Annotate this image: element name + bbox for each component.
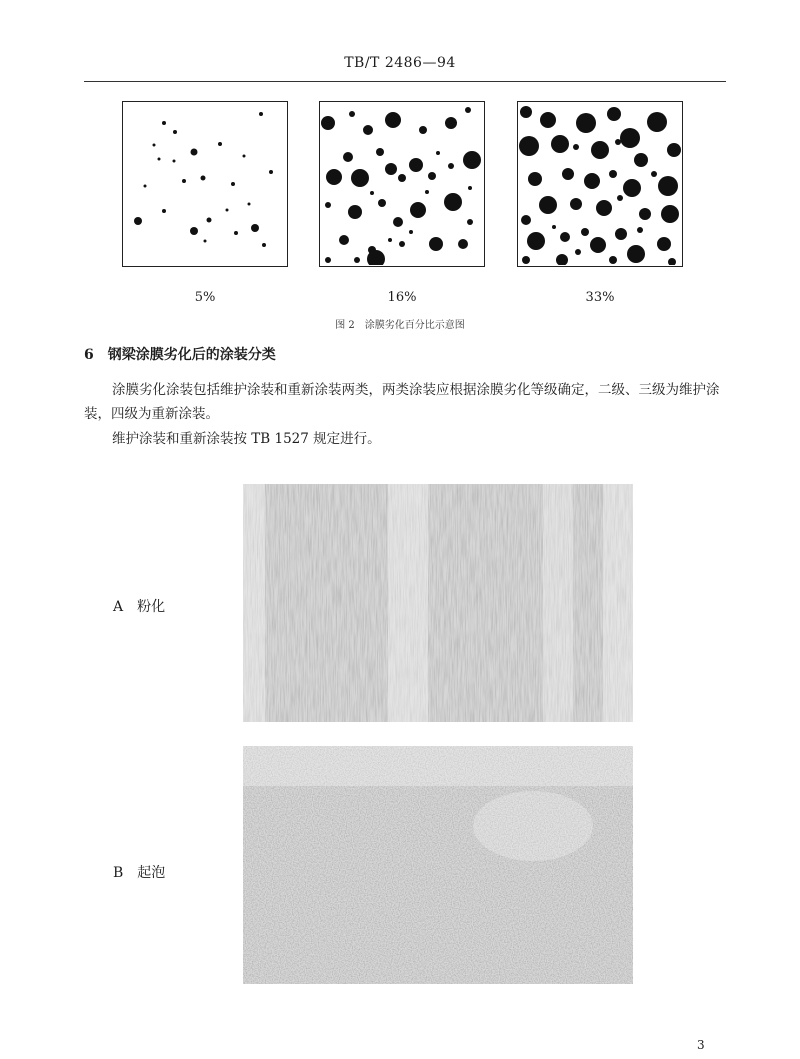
sample-letter-b: B — [113, 865, 124, 881]
figure-caption: 图 2 涂膜劣化百分比示意图 — [335, 320, 465, 331]
section-title: 钢梁涂膜劣化后的涂装分类 — [107, 347, 276, 363]
sample-name-blistering: 起泡 — [137, 865, 166, 881]
header-rule — [84, 81, 726, 82]
panel-label-33-percent: 33% — [585, 290, 615, 305]
sample-photo-blistering — [243, 746, 633, 984]
panel-label-5-percent: 5% — [194, 290, 216, 305]
figure-panel-33-percent — [517, 101, 683, 267]
sample-name-chalking: 粉化 — [137, 599, 166, 615]
sample-label-a — [113, 596, 165, 616]
paragraph-standard-reference: 维护涂装和重新涂装按 TB 1527 规定进行。 — [112, 431, 381, 447]
figure-panel-16-percent — [319, 101, 485, 267]
paragraph-coating-classification: 涂膜劣化涂装包括维护涂装和重新涂装两类，两类涂装应根据涂膜劣化等级确定，二级、三级为维护涂装，四级为重新涂装。 — [84, 382, 720, 422]
figure-panel-5-percent — [122, 101, 288, 267]
sample-photo-chalking — [243, 484, 633, 722]
standard-code: TB/T 2486—94 — [344, 55, 456, 71]
panel-label-16-percent: 16% — [387, 290, 417, 305]
sample-label-b — [113, 862, 165, 882]
section-heading — [84, 344, 276, 364]
page-number: 3 — [697, 1038, 705, 1052]
section-number: 6 — [84, 347, 94, 363]
sample-letter-a: A — [113, 599, 124, 615]
